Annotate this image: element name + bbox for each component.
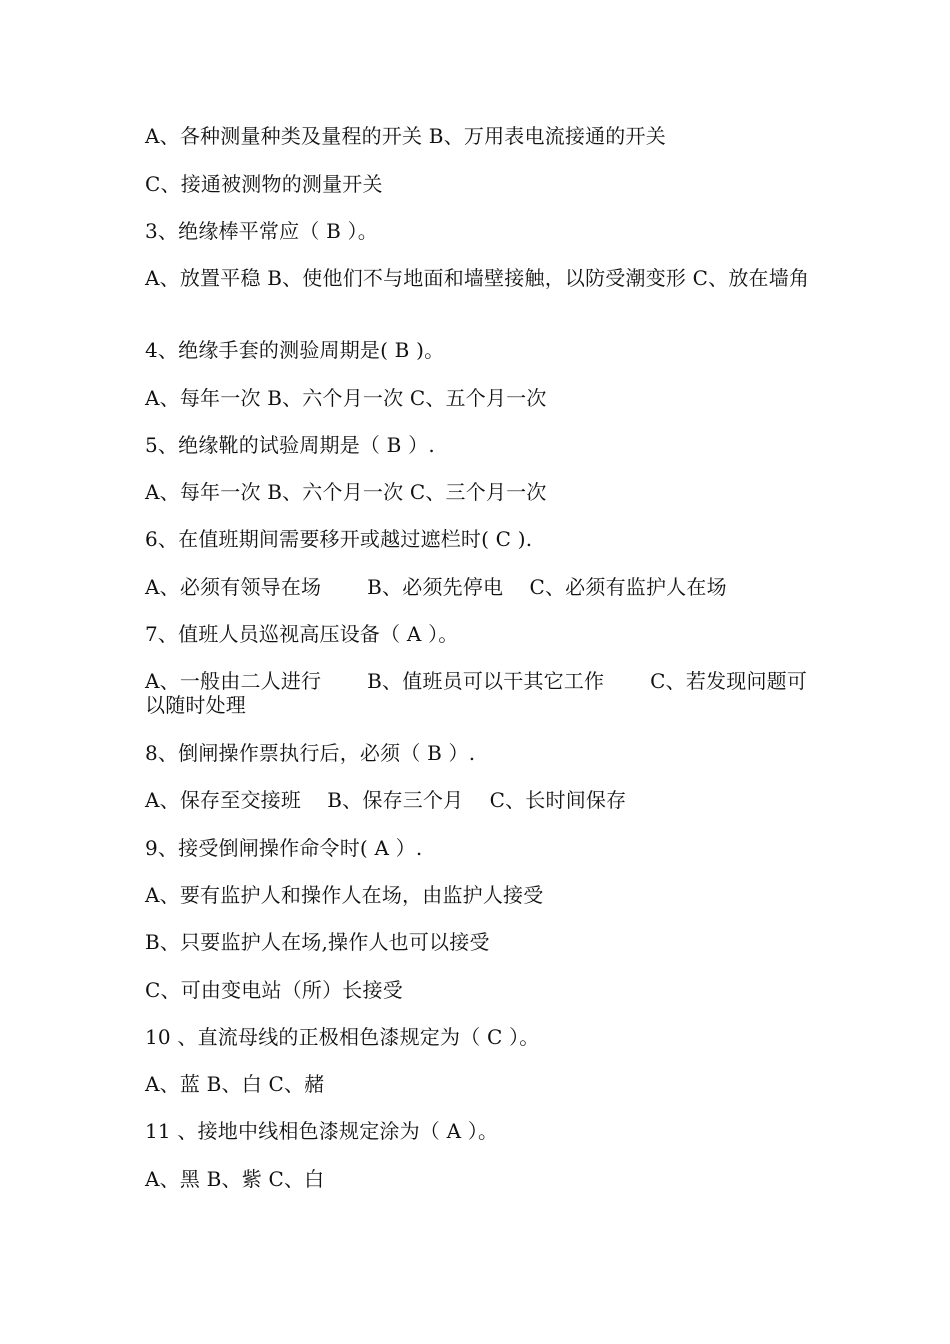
question-line: 5、绝缘靴的试验周期是（ B ）. (145, 433, 435, 457)
question-line: 8、倒闸操作票执行后，必须（ B ）. (145, 741, 476, 765)
question-line: 3、绝缘棒平常应（ B ）。 (145, 219, 378, 243)
answer-options-line: A、每年一次 B、六个月一次 C、三个月一次 (145, 480, 547, 504)
answer-options-line: A、黑 B、紫 C、白 (145, 1167, 325, 1191)
question-line: 9、接受倒闸操作命令时( A ）. (145, 836, 423, 860)
answer-option-line: C、可由变电站（所）长接受 (145, 978, 403, 1002)
question-line: 6、在值班期间需要移开或越过遮栏时( C ). (145, 527, 533, 551)
answer-options-line: A、保存至交接班 B、保存三个月 C、长时间保存 (145, 788, 627, 812)
answer-options-line: A、每年一次 B、六个月一次 C、五个月一次 (145, 386, 547, 410)
answer-options-line: A、必须有领导在场 B、必须先停电 C、必须有监护人在场 (145, 575, 727, 599)
answer-options-line: A、各种测量种类及量程的开关 B、万用表电流接通的开关 (145, 124, 666, 148)
answer-option-line: B、只要监护人在场,操作人也可以接受 (145, 930, 490, 954)
question-line: 11 、接地中线相色漆规定涂为（ A ）。 (145, 1119, 499, 1143)
question-line: 4、绝缘手套的测验周期是( B )。 (145, 338, 445, 362)
answer-options-line: A、蓝 B、白 C、赭 (145, 1072, 325, 1096)
answer-option-line: A、要有监护人和操作人在场，由监护人接受 (145, 883, 544, 907)
answer-options-line: C、接通被测物的测量开关 (145, 172, 383, 196)
question-line: 10 、直流母线的正极相色漆规定为（ C ）。 (145, 1025, 540, 1049)
question-line: 7、值班人员巡视高压设备（ A ）。 (145, 622, 459, 646)
answer-options-line: A、一般由二人进行 B、值班员可以干其它工作 C、若发现问题可以随时处理 (145, 669, 808, 717)
answer-options-line: A、放置平稳 B、使他们不与地面和墙壁接触，以防受潮变形 C、放在墙角 (145, 266, 810, 290)
